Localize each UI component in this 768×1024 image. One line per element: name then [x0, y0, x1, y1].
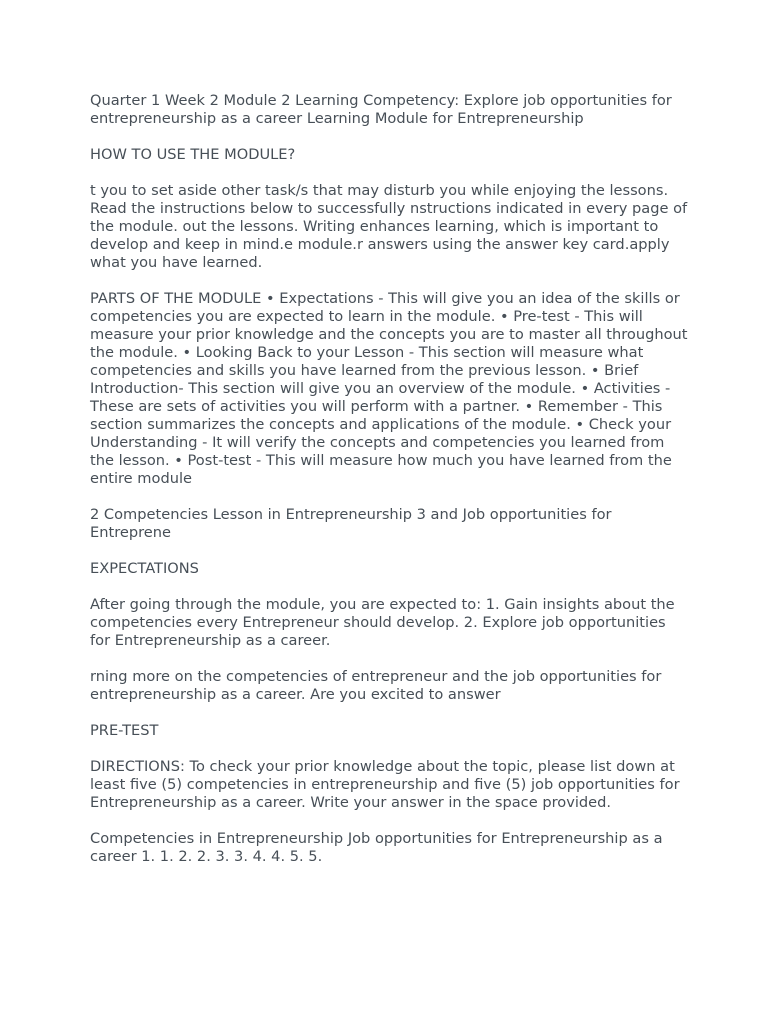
document-page — [90, 92, 690, 884]
directions-paragraph: DIRECTIONS: To check your prior knowledge about the topic, please list down at least five (5) competencies in entrepreneurship and five (5) job opportunities for Entrepreneurship as a career. Write your answer in the space provided. — [90, 758, 680, 811]
pre-test-heading: PRE-TEST — [90, 722, 159, 739]
module-title-paragraph: Quarter 1 Week 2 Module 2 Learning Competency: Explore job opportunities for entrepreneurship as a career Learning Module for Entrepreneurship — [90, 92, 672, 127]
competencies-lesson-paragraph: 2 Competencies Lesson in Entrepreneurship 3 and Job opportunities for Entreprene — [90, 506, 612, 541]
instructions-paragraph: t you to set aside other task/s that may disturb you while enjoying the lessons. Read the instructions below to successfully nstructions indicated in every page of the module. out the lessons. Writing enhances learning, which is important to develop and keep in mind.e module.r answers using the answer key card.apply what you have learned. — [90, 182, 688, 271]
expectations-paragraph: After going through the module, you are expected to: 1. Gain insights about the competencies every Entrepreneur should develop. 2. Explore job opportunities for Entrepreneurship as a career. — [90, 596, 675, 649]
answer-list-paragraph: Competencies in Entrepreneurship Job opportunities for Entrepreneurship as a career 1. 1. 2. 2. 3. 3. 4. 4. 5. 5. — [90, 830, 663, 865]
learning-more-paragraph: rning more on the competencies of entrepreneur and the job opportunities for entrepreneurship as a career. Are you excited to answer — [90, 668, 662, 703]
expectations-heading: EXPECTATIONS — [90, 560, 199, 577]
how-to-use-heading: HOW TO USE THE MODULE? — [90, 146, 296, 163]
parts-of-module-paragraph: PARTS OF THE MODULE • Expectations - This will give you an idea of the skills or competencies you are expected to learn in the module. • Pre-test - This will measure your prior knowledge and the concepts you are to master all throughout the module. • Looking Back to your Lesson - This section will measure what competencies and skills you have learned from the previous lesson. • Brief Introduction- This section will give you an overview of the module. • Activities - These are sets of activities you will perform with a partner. • Remember - This section summarizes the concepts and applications of the module. • Check your Understanding - It will verify the concepts and competencies you learned from the lesson. • Post-test - This will measure how much you have learned from the entire module — [90, 290, 688, 487]
